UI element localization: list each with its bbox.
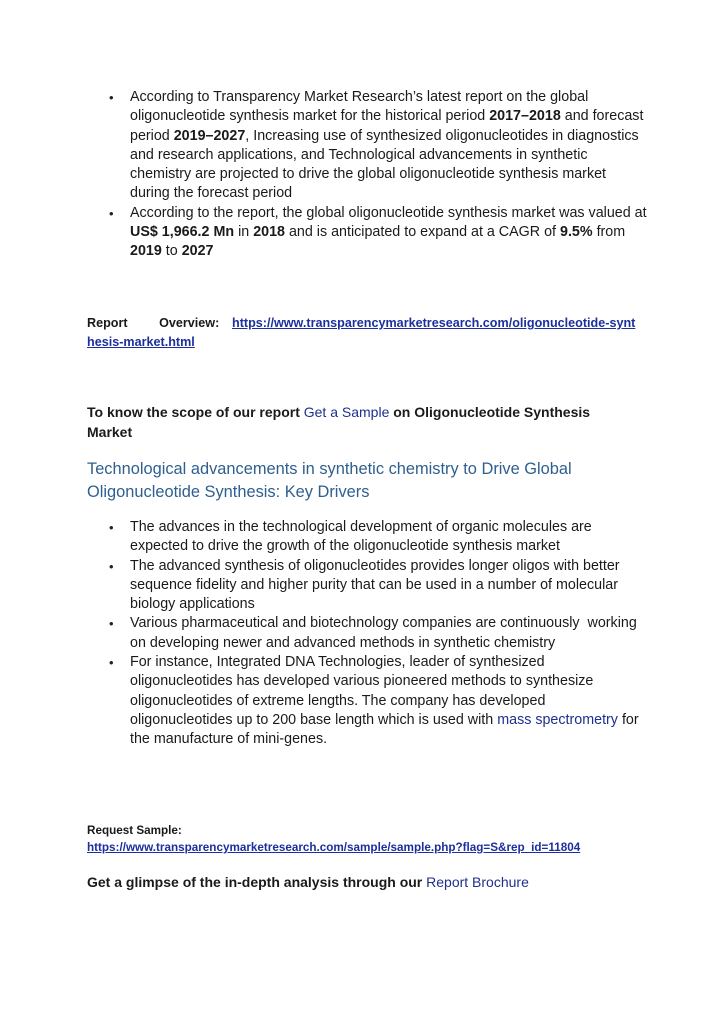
key-drivers-heading: Technological advancements in synthetic chemistry to Drive Global Oligonucleotide Synthesis: Key Drivers [87, 460, 572, 501]
driver-bullet-3: • Various pharmaceutical and biotechnology companies are continuously working on developing newer and advanced methods in synthetic chemistry [87, 614, 647, 653]
market-summary-section [87, 88, 647, 262]
request-sample-link[interactable]: https://www.transparencymarketresearch.com/sample/sample.php?flag=S&rep_id=11804 [87, 841, 581, 854]
driver-bullet-4: • For instance, Integrated DNA Technologies, leader of synthesized oligonucleotides has developed various pioneered methods to synthesize oligonucleotides of extreme lengths. The company has developed oligonucleotides up to 200 base length which is used with mass spectrometry for the manufacture of mini-genes. [87, 653, 647, 749]
summary-bullet-2: • According to the report, the global oligonucleotide synthesis market was valued at US$ 1,966.2 Mn in 2018 and is anticipated to expand at a CAGR of 9.5% from 2019 to 2027 [87, 204, 647, 262]
report-overview-link[interactable]: https://www.transparencymarketresearch.com/oligonucleotide-synthesis-market.html [87, 316, 636, 349]
brochure-paragraph: Get a glimpse of the in-depth analysis through our Report Brochure [87, 874, 529, 890]
report-overview-label-2: Overview: [159, 316, 220, 330]
report-overview-label: Report [87, 316, 128, 330]
request-sample-label: Request Sample: [87, 824, 182, 837]
key-drivers-section [87, 518, 647, 750]
summary-bullet-1: • According to Transparency Market Research’s latest report on the global oligonucleotide synthesis market for the historical period 2017–2018 and forecast period 2019–2027, Increasing use of synthesized oligonucleotides in diagnostics and research applications, and Technological advancements in synthetic chemistry are projected to drive the global oligonucleotide synthesis market during the forecast period [87, 88, 647, 204]
summary-bullet-list [87, 88, 647, 262]
driver-bullet-1: • The advances in the technological development of organic molecules are expected to drive the growth of the oligonucleotide synthesis market [87, 518, 647, 557]
get-sample-link[interactable]: Get a Sample [303, 404, 390, 420]
request-sample [87, 822, 647, 856]
drivers-bullet-list [87, 518, 647, 750]
report-brochure-link[interactable]: Report Brochure [426, 874, 529, 890]
report-overview [87, 314, 637, 352]
scope-paragraph: To know the scope of our report Get a Sample on Oligonucleotide Synthesis Market [87, 404, 591, 440]
driver-bullet-2: • The advanced synthesis of oligonucleotides provides longer oligos with better sequence fidelity and higher purity that can be used in a number of molecular biology applications [87, 557, 647, 615]
mass-spectrometry-link[interactable]: mass spectrometry [497, 711, 618, 728]
